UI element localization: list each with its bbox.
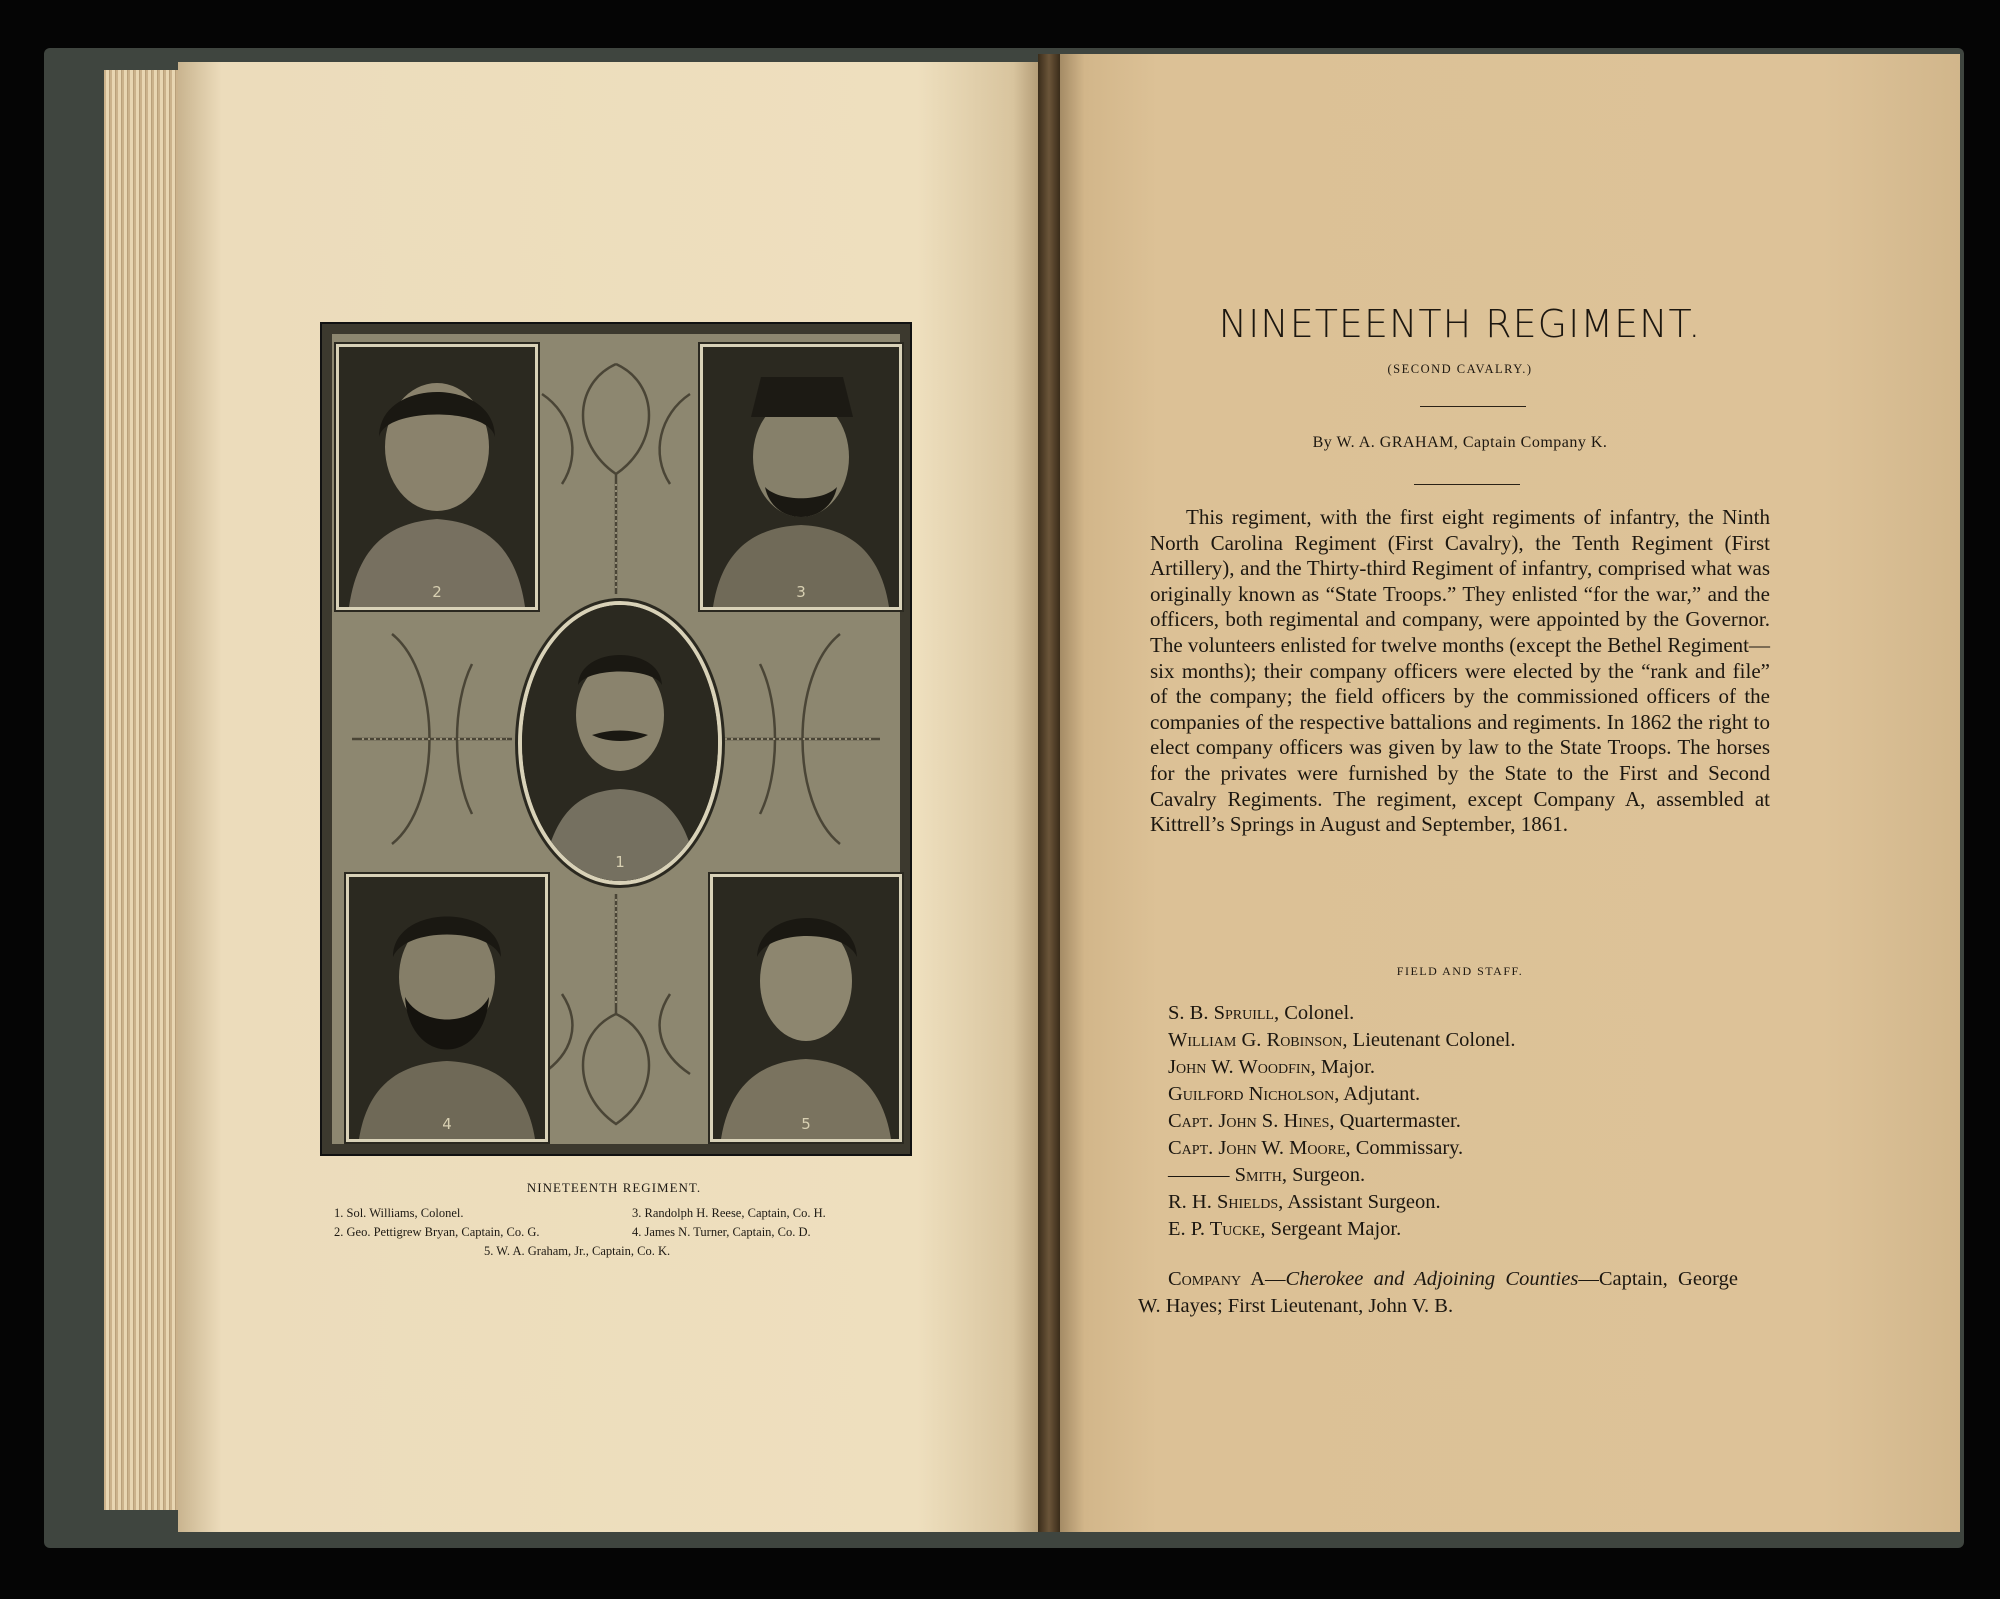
plate-caption-2: 2. Geo. Pettigrew Bryan, Captain, Co. G. (334, 1225, 540, 1239)
portrait-2-number: 2 (432, 583, 442, 601)
portrait-4-number: 4 (442, 1115, 452, 1133)
plate-background (332, 334, 900, 1144)
staff-name: R. H. Shields (1168, 1191, 1279, 1213)
staff-role: , Assistant Surgeon. (1278, 1191, 1441, 1213)
portrait-5-image (713, 877, 899, 1139)
company-a-block (1138, 1266, 1738, 1320)
staff-entry (1168, 1054, 1516, 1081)
staff-name: S. B. Spruill (1168, 1002, 1274, 1024)
staff-entry (1168, 1108, 1516, 1135)
plate-caption-3: 3. Randolph H. Reese, Captain, Co. H. (632, 1206, 826, 1220)
byline: By W. A. GRAHAM, Captain Company K. (1312, 434, 1608, 451)
portrait-4 (346, 874, 548, 1142)
staff-name: Guilford Nicholson (1168, 1083, 1335, 1105)
company-place: Cherokee and Adjoining Counties (1285, 1268, 1579, 1290)
book-spine (1038, 54, 1060, 1532)
staff-entry (1168, 1135, 1516, 1162)
byline-rule (1414, 484, 1520, 485)
staff-entry (1168, 1189, 1516, 1216)
staff-entry (1168, 1000, 1516, 1027)
staff-role: , Sergeant Major. (1260, 1218, 1402, 1240)
portrait-2-image (339, 347, 535, 607)
portrait-3 (700, 344, 902, 610)
company-name: Company A (1168, 1268, 1266, 1290)
company-dash: — (1265, 1268, 1286, 1290)
plate-caption-1: 1. Sol. Williams, Colonel. (334, 1206, 464, 1220)
chapter-title: NINETEENTH REGIMENT. (1218, 302, 1702, 346)
staff-name: John W. Woodfin (1168, 1056, 1311, 1078)
portrait-5-number: 5 (801, 1115, 811, 1133)
staff-entry (1168, 1216, 1516, 1243)
plate-caption-title: NINETEENTH REGIMENT. (526, 1180, 702, 1195)
staff-role: , Colonel. (1273, 1002, 1355, 1024)
staff-entry (1168, 1027, 1516, 1054)
staff-role: , Surgeon. (1281, 1164, 1366, 1186)
chapter-subtitle: (SECOND CAVALRY.) (1387, 362, 1533, 376)
staff-role: , Quartermaster. (1329, 1110, 1461, 1132)
portrait-plate (320, 322, 912, 1156)
portrait-4-image (349, 877, 545, 1139)
staff-role: , Adjutant. (1334, 1083, 1421, 1105)
staff-role: , Commissary. (1345, 1137, 1464, 1159)
plate-caption-4: 4. James N. Turner, Captain, Co. D. (632, 1225, 811, 1239)
portrait-3-number: 3 (796, 583, 806, 601)
portrait-3-image (703, 347, 899, 607)
staff-entry (1168, 1081, 1516, 1108)
intro-paragraph-block (1150, 505, 1770, 838)
portrait-1-image (522, 605, 718, 881)
portrait-1 (518, 601, 722, 885)
staff-list (1168, 1000, 1516, 1243)
staff-name: E. P. Tucke (1168, 1218, 1261, 1240)
staff-entry (1168, 1162, 1516, 1189)
staff-name: Capt. John W. Moore (1168, 1137, 1346, 1159)
company-a-paragraph (1138, 1266, 1738, 1320)
staff-role: , Major. (1310, 1056, 1375, 1078)
plate-caption-5: 5. W. A. Graham, Jr., Captain, Co. K. (484, 1244, 671, 1258)
staff-name: Capt. John S. Hines (1168, 1110, 1330, 1132)
staff-role: , Lieutenant Colonel. (1342, 1029, 1516, 1051)
field-staff-heading: FIELD AND STAFF. (1396, 964, 1524, 978)
company-officers: —Captain, George W. Hayes; First Lieutenant, John V. B. (1138, 1268, 1738, 1317)
portrait-1-number: 1 (615, 853, 625, 871)
staff-name: William G. Robinson (1168, 1029, 1343, 1051)
intro-paragraph: This regiment, with the first eight regiments of infantry, the Ninth North Carolina Regiment (First Cavalry), the Tenth Regiment (First Artillery), and the Thirty-third Regiment of infantry, comprised what was originally known as “State Troops.” They enlisted “for the war,” and the officers, both regimental and company, were appointed by the Governor. The volunteers enlisted for twelve months (except the Bethel Regiment—six months); their company officers were elected by the “rank and file” of the company; the field officers by the commissioned officers of the companies of the respective battalions and regiments. In 1862 the right to elect company officers was given by law to the State Troops. The horses for the privates were furnished by the State to the First and Second Cavalry Regiments. The regiment, except Company A, assembled at Kittrell’s Springs in August and September, 1861. (1150, 505, 1770, 837)
staff-name: ——— Smith (1168, 1164, 1282, 1186)
portrait-5 (710, 874, 902, 1142)
portrait-2 (336, 344, 538, 610)
title-rule (1420, 406, 1526, 407)
